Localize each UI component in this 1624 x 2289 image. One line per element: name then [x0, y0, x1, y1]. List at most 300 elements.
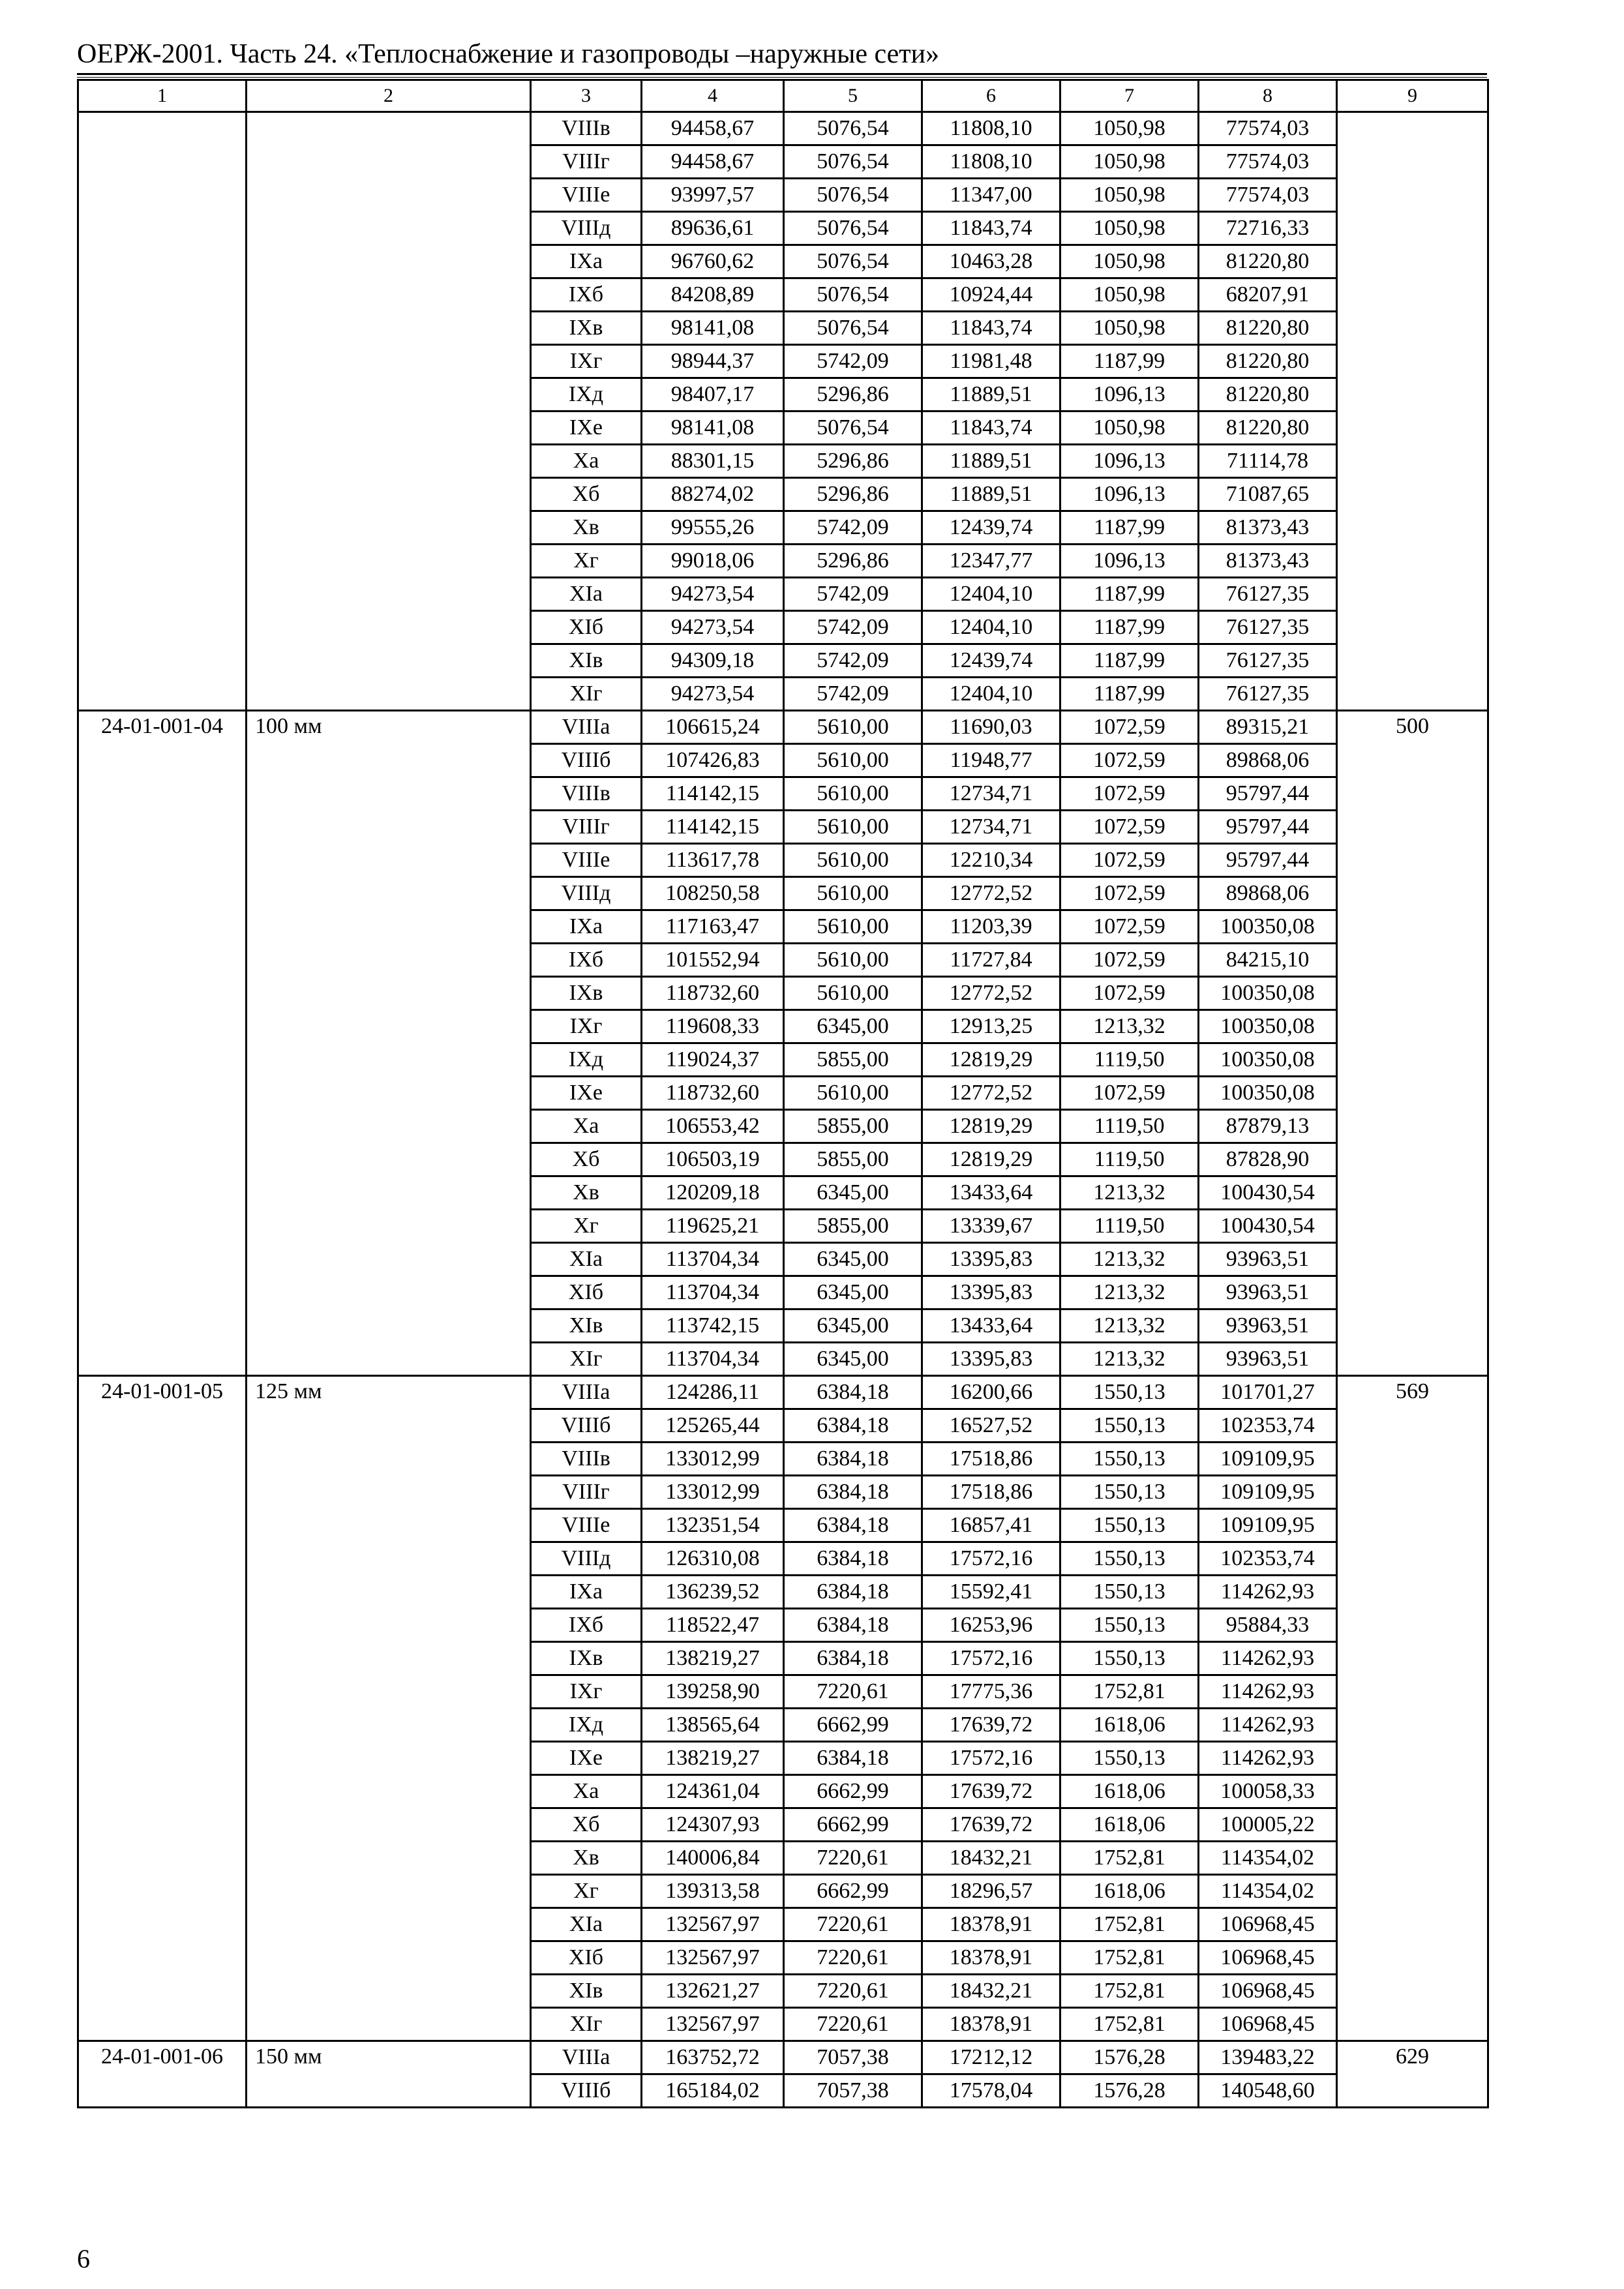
value-cell: 11889,51 [922, 478, 1060, 511]
value-cell: 12734,71 [922, 811, 1060, 844]
value-cell: 1618,06 [1060, 1775, 1199, 1808]
value-cell: 1576,28 [1060, 2041, 1199, 2074]
value-cell: 6384,18 [784, 1576, 922, 1609]
value-cell: 118522,47 [642, 1609, 784, 1642]
value-cell: 106503,19 [642, 1143, 784, 1176]
row-code-cell: 24-01-001-06 [78, 2041, 247, 2108]
value-cell: 17639,72 [922, 1709, 1060, 1742]
value-cell: 18378,91 [922, 1941, 1060, 1975]
zone-cell: Xб [531, 1808, 642, 1842]
value-cell: 107426,83 [642, 744, 784, 777]
value-cell: 165184,02 [642, 2074, 784, 2108]
value-cell: 17572,16 [922, 1742, 1060, 1775]
value-cell: 11203,39 [922, 910, 1060, 944]
value-cell: 18296,57 [922, 1875, 1060, 1908]
value-cell: 1576,28 [1060, 2074, 1199, 2108]
row-code-cell: 24-01-001-04 [78, 711, 247, 1376]
value-cell: 93963,51 [1199, 1343, 1337, 1376]
value-cell: 76127,35 [1199, 611, 1337, 644]
zone-cell: Xа [531, 1110, 642, 1143]
value-cell: 12439,74 [922, 644, 1060, 678]
zone-cell: IXа [531, 245, 642, 278]
value-cell: 6384,18 [784, 1376, 922, 1409]
value-cell: 17578,04 [922, 2074, 1060, 2108]
zone-cell: VIIIе [531, 1509, 642, 1542]
value-cell: 1618,06 [1060, 1709, 1199, 1742]
table-row [78, 2041, 1488, 2074]
value-cell: 95797,44 [1199, 777, 1337, 811]
value-cell: 1072,59 [1060, 711, 1199, 744]
zone-cell: Xг [531, 1875, 642, 1908]
value-cell: 5610,00 [784, 777, 922, 811]
value-cell: 138565,64 [642, 1709, 784, 1742]
value-cell: 6384,18 [784, 1742, 922, 1775]
value-cell: 133012,99 [642, 1476, 784, 1509]
value-cell: 93997,57 [642, 179, 784, 212]
value-cell: 5076,54 [784, 179, 922, 212]
value-cell: 118732,60 [642, 977, 784, 1010]
value-cell: 114354,02 [1199, 1875, 1337, 1908]
value-cell: 101552,94 [642, 944, 784, 977]
value-cell: 5296,86 [784, 478, 922, 511]
value-cell: 1752,81 [1060, 1675, 1199, 1709]
value-cell: 6384,18 [784, 1443, 922, 1476]
value-cell: 1752,81 [1060, 2008, 1199, 2041]
value-cell: 12913,25 [922, 1010, 1060, 1043]
value-cell: 108250,58 [642, 877, 784, 910]
header-rule-thin [77, 77, 1487, 78]
value-cell: 7220,61 [784, 1975, 922, 2008]
value-cell: 1072,59 [1060, 844, 1199, 877]
value-cell: 6345,00 [784, 1309, 922, 1343]
value-cell: 5742,09 [784, 678, 922, 711]
zone-cell: Xв [531, 511, 642, 545]
column-number-row [78, 80, 1488, 112]
value-cell: 81373,43 [1199, 545, 1337, 578]
value-cell: 1187,99 [1060, 345, 1199, 378]
value-cell: 17212,12 [922, 2041, 1060, 2074]
value-cell: 94273,54 [642, 678, 784, 711]
value-cell: 71087,65 [1199, 478, 1337, 511]
value-cell: 16200,66 [922, 1376, 1060, 1409]
value-cell: 18378,91 [922, 1908, 1060, 1941]
value-cell: 114142,15 [642, 777, 784, 811]
value-cell: 76127,35 [1199, 644, 1337, 678]
value-cell: 7057,38 [784, 2041, 922, 2074]
value-cell: 18432,21 [922, 1842, 1060, 1875]
zone-cell: VIIIд [531, 212, 642, 245]
value-cell: 5610,00 [784, 811, 922, 844]
value-cell: 12404,10 [922, 578, 1060, 611]
zone-cell: IXа [531, 910, 642, 944]
value-cell: 1072,59 [1060, 977, 1199, 1010]
rates-table [77, 79, 1489, 2108]
value-cell: 87828,90 [1199, 1143, 1337, 1176]
value-cell: 1050,98 [1060, 245, 1199, 278]
value-cell: 1119,50 [1060, 1210, 1199, 1243]
column-number: 2 [247, 80, 531, 112]
zone-cell: VIIIг [531, 1476, 642, 1509]
value-cell: 94273,54 [642, 578, 784, 611]
value-cell: 1550,13 [1060, 1376, 1199, 1409]
zone-cell: Xб [531, 478, 642, 511]
zone-cell: XIб [531, 1941, 642, 1975]
value-cell: 5610,00 [784, 711, 922, 744]
value-cell: 124307,93 [642, 1808, 784, 1842]
column-number: 3 [531, 80, 642, 112]
value-cell: 12210,34 [922, 844, 1060, 877]
value-cell: 16527,52 [922, 1409, 1060, 1443]
zone-cell: Xа [531, 1775, 642, 1808]
col9-cell [1337, 112, 1488, 711]
value-cell: 132567,97 [642, 1908, 784, 1941]
column-number: 4 [642, 80, 784, 112]
value-cell: 88301,15 [642, 445, 784, 478]
value-cell: 98407,17 [642, 378, 784, 411]
value-cell: 81220,80 [1199, 378, 1337, 411]
value-cell: 12347,77 [922, 545, 1060, 578]
value-cell: 163752,72 [642, 2041, 784, 2074]
value-cell: 89868,06 [1199, 744, 1337, 777]
zone-cell: VIIIд [531, 877, 642, 910]
value-cell: 13395,83 [922, 1243, 1060, 1276]
table-row [78, 711, 1488, 744]
value-cell: 6662,99 [784, 1775, 922, 1808]
zone-cell: Xв [531, 1176, 642, 1210]
value-cell: 1096,13 [1060, 445, 1199, 478]
value-cell: 113704,34 [642, 1243, 784, 1276]
value-cell: 5076,54 [784, 278, 922, 312]
value-cell: 11843,74 [922, 212, 1060, 245]
value-cell: 7220,61 [784, 1908, 922, 1941]
column-number: 6 [922, 80, 1060, 112]
value-cell: 7220,61 [784, 1842, 922, 1875]
value-cell: 1050,98 [1060, 212, 1199, 245]
value-cell: 17518,86 [922, 1476, 1060, 1509]
value-cell: 1050,98 [1060, 278, 1199, 312]
value-cell: 77574,03 [1199, 145, 1337, 179]
value-cell: 6384,18 [784, 1476, 922, 1509]
value-cell: 1550,13 [1060, 1642, 1199, 1675]
value-cell: 1550,13 [1060, 1742, 1199, 1775]
col9-cell: 629 [1337, 2041, 1488, 2108]
value-cell: 5610,00 [784, 744, 922, 777]
zone-cell: VIIIд [531, 1542, 642, 1576]
value-cell: 5610,00 [784, 944, 922, 977]
value-cell: 13395,83 [922, 1276, 1060, 1309]
value-cell: 11843,74 [922, 411, 1060, 445]
value-cell: 6345,00 [784, 1243, 922, 1276]
zone-cell: VIIIв [531, 112, 642, 145]
value-cell: 1096,13 [1060, 378, 1199, 411]
value-cell: 93963,51 [1199, 1243, 1337, 1276]
value-cell: 99018,06 [642, 545, 784, 578]
value-cell: 5076,54 [784, 212, 922, 245]
value-cell: 7220,61 [784, 2008, 922, 2041]
value-cell: 12404,10 [922, 678, 1060, 711]
zone-cell: VIIIв [531, 777, 642, 811]
page-number: 6 [77, 2244, 90, 2273]
value-cell: 124361,04 [642, 1775, 784, 1808]
value-cell: 139483,22 [1199, 2041, 1337, 2074]
value-cell: 1072,59 [1060, 777, 1199, 811]
value-cell: 101701,27 [1199, 1376, 1337, 1409]
value-cell: 17639,72 [922, 1775, 1060, 1808]
value-cell: 12772,52 [922, 877, 1060, 910]
zone-cell: VIIIг [531, 811, 642, 844]
value-cell: 100350,08 [1199, 1010, 1337, 1043]
value-cell: 1550,13 [1060, 1409, 1199, 1443]
value-cell: 94458,67 [642, 112, 784, 145]
value-cell: 5296,86 [784, 545, 922, 578]
value-cell: 136239,52 [642, 1576, 784, 1609]
value-cell: 1072,59 [1060, 910, 1199, 944]
value-cell: 11889,51 [922, 445, 1060, 478]
value-cell: 12819,29 [922, 1110, 1060, 1143]
zone-cell: XIа [531, 1908, 642, 1941]
value-cell: 11948,77 [922, 744, 1060, 777]
zone-cell: VIIIе [531, 844, 642, 877]
value-cell: 6345,00 [784, 1010, 922, 1043]
value-cell: 100430,54 [1199, 1210, 1337, 1243]
row-code-cell: 24-01-001-05 [78, 1376, 247, 2041]
value-cell: 1050,98 [1060, 112, 1199, 145]
value-cell: 11808,10 [922, 145, 1060, 179]
value-cell: 1752,81 [1060, 1975, 1199, 2008]
value-cell: 113704,34 [642, 1276, 784, 1309]
value-cell: 7220,61 [784, 1941, 922, 1975]
page-header-title: ОЕРЖ-2001. Часть 24. «Теплоснабжение и газопроводы –наружные сети» [77, 39, 940, 69]
value-cell: 6384,18 [784, 1509, 922, 1542]
value-cell: 98141,08 [642, 312, 784, 345]
value-cell: 1119,50 [1060, 1043, 1199, 1077]
zone-cell: Xг [531, 545, 642, 578]
value-cell: 109109,95 [1199, 1509, 1337, 1542]
zone-cell: IXе [531, 411, 642, 445]
value-cell: 13433,64 [922, 1176, 1060, 1210]
value-cell: 114354,02 [1199, 1842, 1337, 1875]
value-cell: 1213,32 [1060, 1176, 1199, 1210]
value-cell: 132621,27 [642, 1975, 784, 2008]
value-cell: 132567,97 [642, 1941, 784, 1975]
value-cell: 132567,97 [642, 2008, 784, 2041]
value-cell: 5076,54 [784, 112, 922, 145]
value-cell: 100350,08 [1199, 977, 1337, 1010]
value-cell: 12772,52 [922, 977, 1060, 1010]
row-name-cell: 125 мм [247, 1376, 531, 2041]
zone-cell: XIг [531, 1343, 642, 1376]
header-rule [77, 73, 1487, 75]
value-cell: 5296,86 [784, 445, 922, 478]
zone-cell: XIв [531, 1975, 642, 2008]
value-cell: 100350,08 [1199, 1043, 1337, 1077]
value-cell: 119024,37 [642, 1043, 784, 1077]
value-cell: 1072,59 [1060, 744, 1199, 777]
value-cell: 6345,00 [784, 1276, 922, 1309]
value-cell: 5610,00 [784, 910, 922, 944]
zone-cell: Xб [531, 1143, 642, 1176]
value-cell: 5076,54 [784, 411, 922, 445]
value-cell: 133012,99 [642, 1443, 784, 1476]
zone-cell: IXб [531, 278, 642, 312]
column-number: 1 [78, 80, 247, 112]
value-cell: 100350,08 [1199, 910, 1337, 944]
zone-cell: VIIIг [531, 145, 642, 179]
value-cell: 88274,02 [642, 478, 784, 511]
zone-cell: Xа [531, 445, 642, 478]
value-cell: 11727,84 [922, 944, 1060, 977]
value-cell: 138219,27 [642, 1742, 784, 1775]
row-name-cell: 100 мм [247, 711, 531, 1376]
value-cell: 15592,41 [922, 1576, 1060, 1609]
column-number: 5 [784, 80, 922, 112]
zone-cell: XIг [531, 2008, 642, 2041]
zone-cell: IXд [531, 1709, 642, 1742]
zone-cell: IXд [531, 1043, 642, 1077]
value-cell: 17518,86 [922, 1443, 1060, 1476]
value-cell: 5076,54 [784, 245, 922, 278]
zone-cell: IXб [531, 944, 642, 977]
zone-cell: Xг [531, 1210, 642, 1243]
value-cell: 95884,33 [1199, 1609, 1337, 1642]
value-cell: 95797,44 [1199, 844, 1337, 877]
value-cell: 114142,15 [642, 811, 784, 844]
value-cell: 126310,08 [642, 1542, 784, 1576]
value-cell: 94458,67 [642, 145, 784, 179]
value-cell: 106968,45 [1199, 1975, 1337, 2008]
value-cell: 68207,91 [1199, 278, 1337, 312]
value-cell: 1213,32 [1060, 1010, 1199, 1043]
zone-cell: IXг [531, 1675, 642, 1709]
value-cell: 1752,81 [1060, 1842, 1199, 1875]
value-cell: 89636,61 [642, 212, 784, 245]
value-cell: 1096,13 [1060, 478, 1199, 511]
value-cell: 106615,24 [642, 711, 784, 744]
value-cell: 99555,26 [642, 511, 784, 545]
zone-cell: IXб [531, 1609, 642, 1642]
value-cell: 16857,41 [922, 1509, 1060, 1542]
column-number: 9 [1337, 80, 1488, 112]
value-cell: 96760,62 [642, 245, 784, 278]
value-cell: 1550,13 [1060, 1609, 1199, 1642]
value-cell: 81220,80 [1199, 312, 1337, 345]
value-cell: 1550,13 [1060, 1443, 1199, 1476]
value-cell: 94309,18 [642, 644, 784, 678]
zone-cell: VIIIб [531, 1409, 642, 1443]
zone-cell: XIв [531, 1309, 642, 1343]
value-cell: 102353,74 [1199, 1409, 1337, 1443]
value-cell: 12439,74 [922, 511, 1060, 545]
value-cell: 81373,43 [1199, 511, 1337, 545]
value-cell: 17572,16 [922, 1642, 1060, 1675]
value-cell: 77574,03 [1199, 179, 1337, 212]
value-cell: 1119,50 [1060, 1143, 1199, 1176]
value-cell: 11981,48 [922, 345, 1060, 378]
value-cell: 13395,83 [922, 1343, 1060, 1376]
zone-cell: IXв [531, 1642, 642, 1675]
value-cell: 76127,35 [1199, 578, 1337, 611]
zone-cell: VIIIа [531, 1376, 642, 1409]
value-cell: 106553,42 [642, 1110, 784, 1143]
value-cell: 1550,13 [1060, 1542, 1199, 1576]
zone-cell: IXв [531, 312, 642, 345]
value-cell: 5742,09 [784, 578, 922, 611]
value-cell: 1072,59 [1060, 944, 1199, 977]
value-cell: 119625,21 [642, 1210, 784, 1243]
zone-cell: Xв [531, 1842, 642, 1875]
value-cell: 1187,99 [1060, 678, 1199, 711]
value-cell: 5076,54 [784, 312, 922, 345]
value-cell: 1618,06 [1060, 1875, 1199, 1908]
value-cell: 81220,80 [1199, 245, 1337, 278]
value-cell: 114262,93 [1199, 1642, 1337, 1675]
value-cell: 84215,10 [1199, 944, 1337, 977]
value-cell: 93963,51 [1199, 1309, 1337, 1343]
value-cell: 81220,80 [1199, 345, 1337, 378]
value-cell: 100058,33 [1199, 1775, 1337, 1808]
zone-cell: VIIIв [531, 1443, 642, 1476]
value-cell: 76127,35 [1199, 678, 1337, 711]
value-cell: 1550,13 [1060, 1476, 1199, 1509]
zone-cell: IXг [531, 1010, 642, 1043]
value-cell: 5855,00 [784, 1143, 922, 1176]
value-cell: 5742,09 [784, 644, 922, 678]
value-cell: 1187,99 [1060, 578, 1199, 611]
value-cell: 95797,44 [1199, 811, 1337, 844]
value-cell: 140006,84 [642, 1842, 784, 1875]
value-cell: 98141,08 [642, 411, 784, 445]
zone-cell: XIб [531, 611, 642, 644]
zone-cell: VIIIе [531, 179, 642, 212]
value-cell: 10463,28 [922, 245, 1060, 278]
value-cell: 89315,21 [1199, 711, 1337, 744]
value-cell: 11808,10 [922, 112, 1060, 145]
value-cell: 7057,38 [784, 2074, 922, 2108]
value-cell: 6662,99 [784, 1875, 922, 1908]
zone-cell: IXд [531, 378, 642, 411]
value-cell: 1072,59 [1060, 811, 1199, 844]
table-row [78, 112, 1488, 145]
value-cell: 6384,18 [784, 1542, 922, 1576]
value-cell: 6384,18 [784, 1609, 922, 1642]
value-cell: 17572,16 [922, 1542, 1060, 1576]
value-cell: 5076,54 [784, 145, 922, 179]
value-cell: 5855,00 [784, 1110, 922, 1143]
zone-cell: VIIIб [531, 2074, 642, 2108]
value-cell: 94273,54 [642, 611, 784, 644]
value-cell: 139313,58 [642, 1875, 784, 1908]
value-cell: 1213,32 [1060, 1309, 1199, 1343]
value-cell: 81220,80 [1199, 411, 1337, 445]
value-cell: 100430,54 [1199, 1176, 1337, 1210]
value-cell: 12819,29 [922, 1143, 1060, 1176]
value-cell: 18432,21 [922, 1975, 1060, 2008]
value-cell: 1187,99 [1060, 644, 1199, 678]
value-cell: 120209,18 [642, 1176, 784, 1210]
value-cell: 12404,10 [922, 611, 1060, 644]
value-cell: 6662,99 [784, 1808, 922, 1842]
zone-cell: VIIIб [531, 744, 642, 777]
value-cell: 5610,00 [784, 977, 922, 1010]
value-cell: 12772,52 [922, 1077, 1060, 1110]
value-cell: 113742,15 [642, 1309, 784, 1343]
value-cell: 1752,81 [1060, 1941, 1199, 1975]
value-cell: 102353,74 [1199, 1542, 1337, 1576]
value-cell: 77574,03 [1199, 112, 1337, 145]
value-cell: 100005,22 [1199, 1808, 1337, 1842]
value-cell: 5742,09 [784, 345, 922, 378]
value-cell: 139258,90 [642, 1675, 784, 1709]
